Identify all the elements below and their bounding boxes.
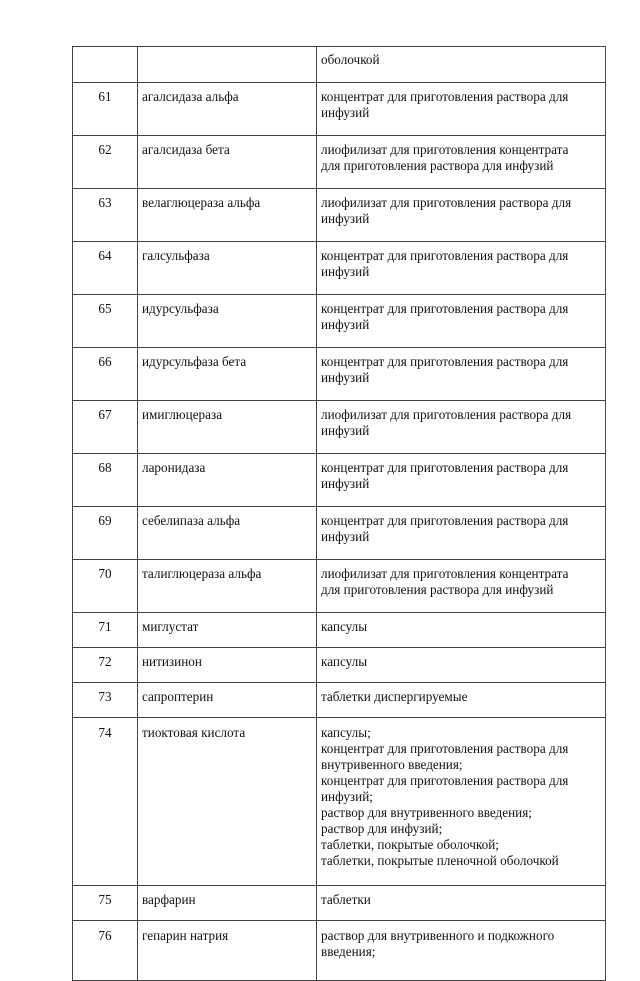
row-number: 76 bbox=[73, 921, 138, 981]
table-row bbox=[73, 47, 606, 83]
row-number: 71 bbox=[73, 613, 138, 648]
row-number: 67 bbox=[73, 401, 138, 454]
drug-name: галсульфаза bbox=[138, 242, 317, 295]
table-row bbox=[73, 921, 606, 981]
row-number: 72 bbox=[73, 648, 138, 683]
dosage-form-line: концентрат для приготовления раствора для bbox=[321, 248, 569, 263]
drug-name: себелипаза альфа bbox=[138, 507, 317, 560]
dosage-forms bbox=[317, 242, 606, 295]
row-number: 66 bbox=[73, 348, 138, 401]
dosage-form-line: капсулы; bbox=[321, 725, 371, 740]
dosage-form-line: инфузий bbox=[321, 529, 370, 544]
dosage-form-line: таблетки bbox=[321, 892, 371, 907]
dosage-form-line: таблетки диспергируемые bbox=[321, 689, 468, 704]
drug-table bbox=[72, 46, 606, 981]
dosage-form-line: таблетки, покрытые пленочной оболочкой bbox=[321, 853, 559, 868]
dosage-form-line: инфузий bbox=[321, 423, 370, 438]
dosage-form-line: лиофилизат для приготовления раствора для bbox=[321, 195, 572, 210]
dosage-form-line: инфузий bbox=[321, 211, 370, 226]
row-number: 70 bbox=[73, 560, 138, 613]
drug-name: идурсульфаза бета bbox=[138, 348, 317, 401]
row-number: 65 bbox=[73, 295, 138, 348]
dosage-form-line: капсулы bbox=[321, 654, 368, 669]
dosage-forms bbox=[317, 348, 606, 401]
drug-name: имиглюцераза bbox=[138, 401, 317, 454]
table-row bbox=[73, 613, 606, 648]
row-number: 61 bbox=[73, 83, 138, 136]
dosage-forms bbox=[317, 648, 606, 683]
table-row bbox=[73, 683, 606, 718]
drug-name: ларонидаза bbox=[138, 454, 317, 507]
dosage-form-line: лиофилизат для приготовления концентрата bbox=[321, 142, 569, 157]
dosage-forms bbox=[317, 921, 606, 981]
drug-name: сапроптерин bbox=[138, 683, 317, 718]
dosage-forms bbox=[317, 507, 606, 560]
dosage-form-line: концентрат для приготовления раствора для bbox=[321, 741, 569, 756]
dosage-form-line: инфузий bbox=[321, 370, 370, 385]
dosage-form-line: внутривенного введения; bbox=[321, 757, 463, 772]
drug-name: велаглюцераза альфа bbox=[138, 189, 317, 242]
dosage-form-line: для приготовления раствора для инфузий bbox=[321, 158, 554, 173]
table-row bbox=[73, 83, 606, 136]
drug-name: тиоктовая кислота bbox=[138, 718, 317, 886]
dosage-form-line: лиофилизат для приготовления раствора для bbox=[321, 407, 572, 422]
dosage-form-line: оболочкой bbox=[321, 52, 380, 67]
dosage-form-line: концентрат для приготовления раствора для bbox=[321, 354, 569, 369]
dosage-form-line: инфузий bbox=[321, 317, 370, 332]
dosage-form-line: инфузий bbox=[321, 476, 370, 491]
drug-name: талиглюцераза альфа bbox=[138, 560, 317, 613]
dosage-form-line: инфузий bbox=[321, 264, 370, 279]
row-number: 75 bbox=[73, 886, 138, 921]
table-row bbox=[73, 648, 606, 683]
dosage-form-line: концентрат для приготовления раствора для bbox=[321, 513, 569, 528]
dosage-form-line: концентрат для приготовления раствора для bbox=[321, 301, 569, 316]
drug-name: агалсидаза бета bbox=[138, 136, 317, 189]
dosage-form-line: раствор для внутривенного и подкожного bbox=[321, 928, 555, 943]
row-number: 74 bbox=[73, 718, 138, 886]
drug-name: идурсульфаза bbox=[138, 295, 317, 348]
dosage-forms bbox=[317, 718, 606, 886]
table-row bbox=[73, 295, 606, 348]
drug-name: агалсидаза альфа bbox=[138, 83, 317, 136]
dosage-forms bbox=[317, 560, 606, 613]
drug-name bbox=[138, 47, 317, 83]
dosage-forms bbox=[317, 401, 606, 454]
table-row bbox=[73, 507, 606, 560]
dosage-forms bbox=[317, 136, 606, 189]
dosage-form-line: для приготовления раствора для инфузий bbox=[321, 582, 554, 597]
dosage-form-line: инфузий bbox=[321, 105, 370, 120]
dosage-form-line: раствор для внутривенного введения; bbox=[321, 805, 532, 820]
drug-name: нитизинон bbox=[138, 648, 317, 683]
row-number bbox=[73, 47, 138, 83]
dosage-forms bbox=[317, 886, 606, 921]
dosage-forms bbox=[317, 47, 606, 83]
dosage-form-line: инфузий; bbox=[321, 789, 373, 804]
row-number: 64 bbox=[73, 242, 138, 295]
table-row bbox=[73, 348, 606, 401]
table-row bbox=[73, 242, 606, 295]
dosage-form-line: концентрат для приготовления раствора для bbox=[321, 89, 569, 104]
dosage-forms bbox=[317, 189, 606, 242]
dosage-forms bbox=[317, 295, 606, 348]
table-row bbox=[73, 886, 606, 921]
dosage-forms bbox=[317, 613, 606, 648]
table-row bbox=[73, 189, 606, 242]
table-row bbox=[73, 718, 606, 886]
table-row bbox=[73, 454, 606, 507]
dosage-forms bbox=[317, 83, 606, 136]
row-number: 69 bbox=[73, 507, 138, 560]
dosage-form-line: лиофилизат для приготовления концентрата bbox=[321, 566, 569, 581]
dosage-form-line: концентрат для приготовления раствора для bbox=[321, 773, 569, 788]
row-number: 62 bbox=[73, 136, 138, 189]
dosage-form-line: таблетки, покрытые оболочкой; bbox=[321, 837, 499, 852]
row-number: 63 bbox=[73, 189, 138, 242]
row-number: 68 bbox=[73, 454, 138, 507]
dosage-form-line: введения; bbox=[321, 944, 376, 959]
drug-name: гепарин натрия bbox=[138, 921, 317, 981]
dosage-forms bbox=[317, 683, 606, 718]
row-number: 73 bbox=[73, 683, 138, 718]
dosage-form-line: раствор для инфузий; bbox=[321, 821, 443, 836]
dosage-forms bbox=[317, 454, 606, 507]
table-row bbox=[73, 136, 606, 189]
drug-name: миглустат bbox=[138, 613, 317, 648]
table-row bbox=[73, 401, 606, 454]
drug-name: варфарин bbox=[138, 886, 317, 921]
dosage-form-line: капсулы bbox=[321, 619, 368, 634]
table-row bbox=[73, 560, 606, 613]
dosage-form-line: концентрат для приготовления раствора для bbox=[321, 460, 569, 475]
